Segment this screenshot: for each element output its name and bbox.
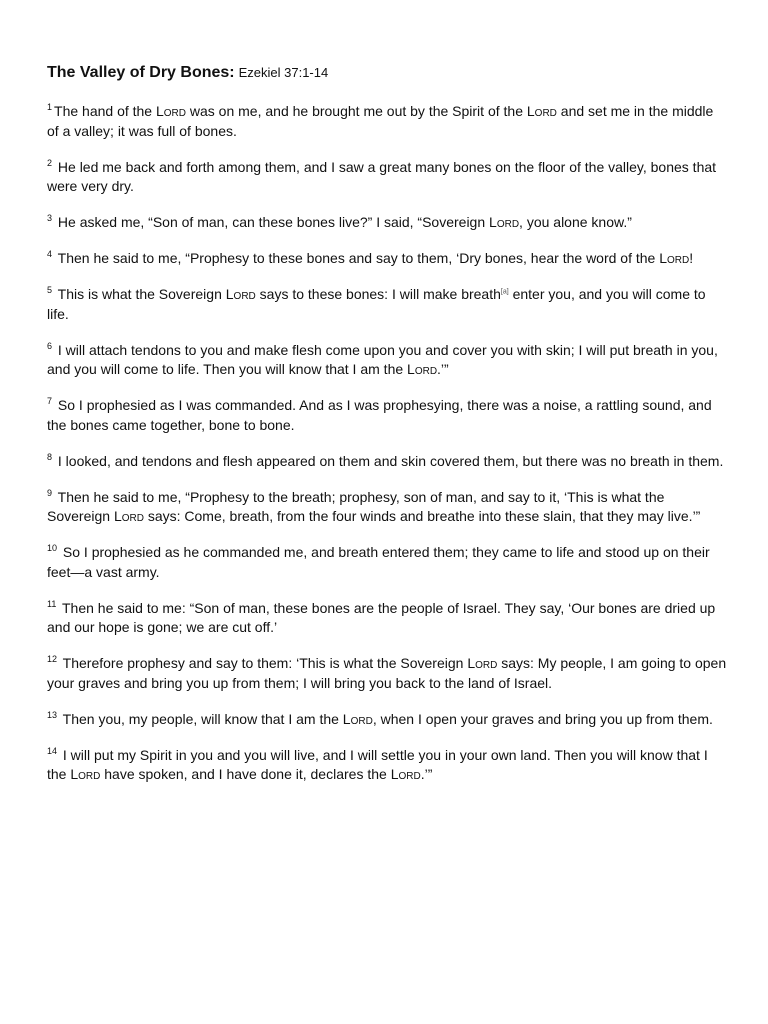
heading-reference: Ezekiel 37:1-14	[238, 65, 329, 80]
verse-text: Then he said to me: “Son of man, these bones are the people of Israel. They say, ‘Our bones are dried up and our hope is gone; we are cut off.’	[47, 599, 716, 635]
verse-text: .’”	[420, 766, 433, 782]
divine-name: Lord	[489, 214, 520, 230]
verse-3	[47, 213, 727, 233]
verse-10	[47, 543, 727, 582]
heading	[47, 62, 727, 84]
verse-7	[47, 396, 727, 435]
verse-text: !	[689, 250, 694, 266]
verse-13	[47, 710, 727, 730]
divine-name: Lord	[526, 103, 557, 119]
verse-number: 10	[47, 543, 58, 554]
verse-text: Then you, my people, will know that I am the	[62, 710, 343, 727]
divine-name: Lord	[155, 103, 186, 119]
verse-8	[47, 452, 727, 472]
verse-text: enter you, and you will come to life.	[47, 286, 706, 322]
verse-text: Then he said to me, “Prophesy to these bones and say to them, ‘Dry bones, hear the word of the	[57, 250, 660, 266]
footnote-marker[interactable]: [a]	[500, 288, 509, 296]
verse-number: 9	[47, 487, 53, 498]
heading-title: The Valley of Dry Bones:	[47, 64, 235, 81]
verse-text: was on me, and he brought me out by the Spirit of the	[186, 103, 527, 119]
verse-text: So I prophesied as he commanded me, and breath entered them; they came to life and stood up on their feet—a vast army.	[47, 544, 710, 580]
verse-number: 12	[47, 654, 58, 665]
verse-text: So I prophesied as I was commanded. And as I was prophesying, there was a noise, a rattling sound, and the bones came together, bone to bone.	[47, 397, 712, 433]
verse-1	[47, 102, 727, 141]
verse-text: have spoken, and I have done it, declares the	[100, 766, 391, 782]
verse-text: I will attach tendons to you and make flesh come upon you and cover you with skin; I will put breath in you, and you will come to life. Then you will know that I am the	[47, 341, 718, 377]
verse-text: He led me back and forth among them, and I saw a great many bones on the floor of the valley, bones that were very dry.	[47, 158, 717, 194]
verse-number: 5	[47, 285, 53, 296]
verse-text: Then he said to me, “Prophesy to the breath; prophesy, son of man, and say to it, ‘This is what the Sovereign	[47, 488, 665, 524]
verse-text: He asked me, “Son of man, can these bones live?” I said, “Sovereign	[57, 214, 490, 230]
verse-number: 13	[47, 709, 58, 720]
divine-name: Lord	[407, 361, 438, 377]
verse-number: 8	[47, 451, 53, 462]
verse-text: says: Come, breath, from the four winds and breathe into these slain, that they may live.’”	[143, 508, 701, 524]
verse-number: 1	[47, 102, 53, 113]
document-page	[47, 62, 727, 801]
verse-text: This is what the Sovereign	[57, 286, 226, 302]
verse-12	[47, 654, 727, 693]
verse-text: Therefore prophesy and say to them: ‘This is what the Sovereign	[62, 655, 468, 671]
verse-text: , you alone know.”	[519, 214, 632, 230]
verse-5	[47, 285, 727, 324]
verse-2	[47, 158, 727, 197]
divine-name: Lord	[467, 655, 498, 671]
divine-name: Lord	[390, 766, 421, 782]
divine-name: Lord	[342, 710, 373, 727]
verse-number: 6	[47, 340, 53, 351]
verse-text: .’”	[437, 361, 449, 377]
verse-text: says to these bones: I will make breath	[255, 286, 501, 302]
verse-text: says: My people, I am going to open your graves and bring you up from them; I will bring you back to the land of Israel.	[47, 655, 727, 691]
verse-number: 3	[47, 213, 53, 224]
verse-9	[47, 488, 727, 527]
verse-number: 2	[47, 157, 53, 168]
divine-name: Lord	[225, 286, 256, 302]
verse-text: and set me in the middle of a valley; it was full of bones.	[47, 103, 714, 139]
verse-14	[47, 746, 727, 785]
divine-name: Lord	[70, 766, 101, 782]
verse-number: 11	[47, 598, 57, 609]
verse-number: 4	[47, 249, 53, 260]
divine-name: Lord	[659, 250, 690, 266]
verse-4	[47, 249, 727, 269]
verse-text: I looked, and tendons and flesh appeared on them and skin covered them, but there was no breath in them.	[57, 452, 724, 469]
verse-number: 14	[47, 745, 58, 756]
divine-name: Lord	[113, 508, 144, 524]
verse-6	[47, 341, 727, 380]
verse-text: I will put my Spirit in you and you will live, and I will settle you in your own land. Then you will know that I the	[47, 746, 708, 782]
verse-11	[47, 599, 727, 638]
verse-text: The hand of the	[54, 103, 156, 119]
verse-text: , when I open your graves and bring you up from them.	[372, 710, 713, 727]
verse-number: 7	[47, 396, 53, 407]
